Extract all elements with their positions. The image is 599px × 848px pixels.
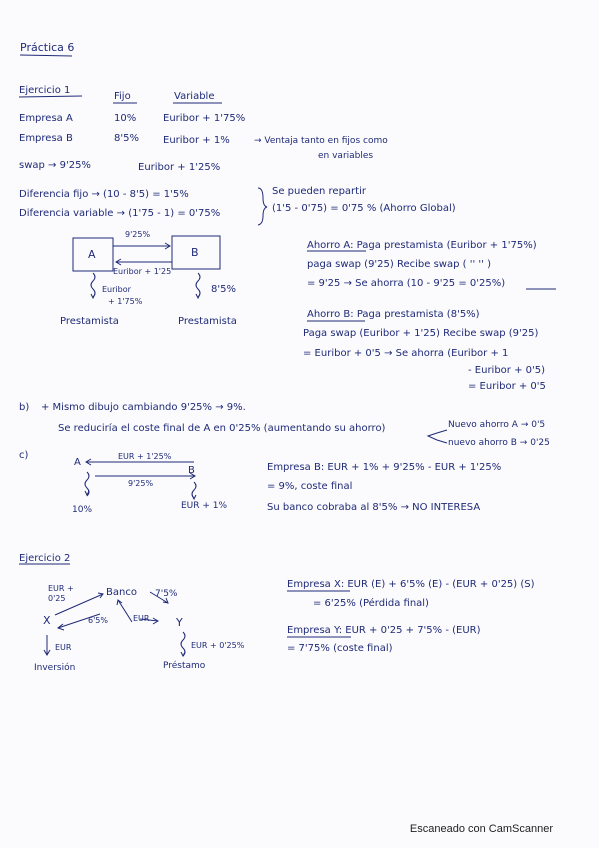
- prestamista-b: Prestamista: [178, 316, 237, 327]
- row-b-variable: Euribor + 1%: [163, 135, 230, 146]
- part-b-text: + Mismo dibujo cambiando 9'25% → 9%.: [41, 402, 246, 413]
- inversion-label: Inversión: [34, 663, 76, 673]
- prestamista-a: Prestamista: [60, 316, 119, 327]
- c-empresa-line-2: = 9%, coste final: [267, 481, 353, 492]
- c-below-a: 10%: [72, 505, 93, 515]
- below-b-rate: 8'5%: [211, 284, 236, 295]
- arrow-bottom-rate: Euribor + 1'25: [113, 267, 172, 276]
- ex2-heading: Ejercicio 2: [19, 553, 71, 564]
- empresa-y-line-1: Empresa Y: EUR + 0'25 + 7'5% - (EUR): [287, 625, 481, 636]
- row-b-label: Empresa B: [19, 133, 73, 144]
- x-to-banco-rate: 6'5%: [88, 616, 108, 625]
- ex1-heading: Ejercicio 1: [19, 85, 71, 96]
- arrow-top-rate: 9'25%: [125, 230, 151, 239]
- empresa-x-line-1: Empresa X: EUR (E) + 6'5% (E) - (EUR + 0'25) (S): [287, 579, 535, 590]
- ahorro-b-line-5: = Euribor + 0'5: [468, 381, 546, 392]
- ahorro-b-line-1: Ahorro B: Paga prestamista (8'5%): [307, 309, 480, 320]
- col-fijo: Fijo: [114, 91, 131, 102]
- camscanner-footer: Escaneado con CamScanner: [409, 823, 553, 835]
- c-empresa-line-1: Empresa B: EUR + 1% + 9'25% - EUR + 1'25%: [267, 462, 502, 473]
- empresa-x-line-2: = 6'25% (Pérdida final): [313, 598, 429, 609]
- c-below-b: EUR + 1%: [181, 501, 228, 511]
- ahorro-b-line-2: Paga swap (Euribor + 1'25) Recibe swap (9'25): [303, 328, 539, 339]
- c-node-b: B: [188, 465, 195, 476]
- row-a-variable: Euribor + 1'75%: [163, 113, 246, 124]
- eur-mid: EUR: [133, 614, 150, 623]
- col-variable: Variable: [174, 91, 215, 102]
- box-a-label: A: [88, 248, 96, 261]
- row-b-note: → Ventaja tanto en fijos como: [254, 136, 388, 146]
- banco-label: Banco: [106, 587, 137, 598]
- below-a-rate: Euribor: [102, 285, 131, 294]
- swap-label: swap → 9'25%: [19, 160, 91, 171]
- banco-rate: 7'5%: [155, 589, 178, 599]
- page-title: Práctica 6: [20, 41, 75, 54]
- empresa-y-line-2: = 7'75% (coste final): [287, 643, 393, 654]
- brace-note-1: Se pueden repartir: [272, 186, 366, 197]
- ahorro-a-line-2: paga swap (9'25) Recibe swap ( '' '' ): [307, 259, 491, 270]
- nuevo-ahorro-b: nuevo ahorro B → 0'25: [448, 438, 550, 448]
- ex2-eur-025: EUR + 0'25: [48, 584, 74, 603]
- node-x: X: [43, 614, 51, 627]
- ahorro-b-line-4: - Euribor + 0'5): [468, 365, 546, 376]
- c-mid-rate: 9'25%: [128, 479, 154, 488]
- diferencia-fijo: Diferencia fijo → (10 - 8'5) = 1'5%: [19, 189, 189, 200]
- swap-variable: Euribor + 1'25%: [138, 162, 221, 173]
- brace-note-2: (1'5 - 0'75) = 0'75 % (Ahorro Global): [272, 203, 456, 214]
- c-empresa-line-3: Su banco cobraba al 8'5% → NO INTERESA: [267, 502, 481, 513]
- ahorro-a-line-1: Ahorro A: Paga prestamista (Euribor + 1'75%): [307, 240, 537, 251]
- box-b-label: B: [191, 246, 199, 259]
- below-a-rate-2: + 1'75%: [108, 297, 143, 306]
- c-top-rate: EUR + 1'25%: [118, 452, 172, 461]
- row-b-fijo: 8'5%: [114, 133, 139, 144]
- part-b-label: b): [19, 402, 30, 413]
- ahorro-a-line-3: = 9'25 → Se ahorra (10 - 9'25 = 0'25%): [307, 278, 506, 289]
- part-b-text-2: Se reduciría el coste final de A en 0'25% (aumentando su ahorro): [58, 423, 386, 434]
- c-node-a: A: [74, 457, 81, 468]
- row-a-label: Empresa A: [19, 113, 73, 124]
- row-a-fijo: 10%: [114, 113, 137, 124]
- ahorro-b-line-3: = Euribor + 0'5 → Se ahorra (Euribor + 1: [303, 348, 509, 359]
- part-c-label: c): [19, 450, 29, 461]
- y-eur-rate: EUR + 0'25%: [191, 641, 245, 650]
- diferencia-variable: Diferencia variable → (1'75 - 1) = 0'75%: [19, 208, 221, 219]
- node-y: Y: [176, 616, 183, 629]
- nuevo-ahorro-a: Nuevo ahorro A → 0'5: [448, 420, 546, 430]
- x-eur: EUR: [55, 643, 72, 652]
- row-b-note2: en variables: [318, 151, 374, 161]
- prestamo-label: Préstamo: [163, 661, 206, 671]
